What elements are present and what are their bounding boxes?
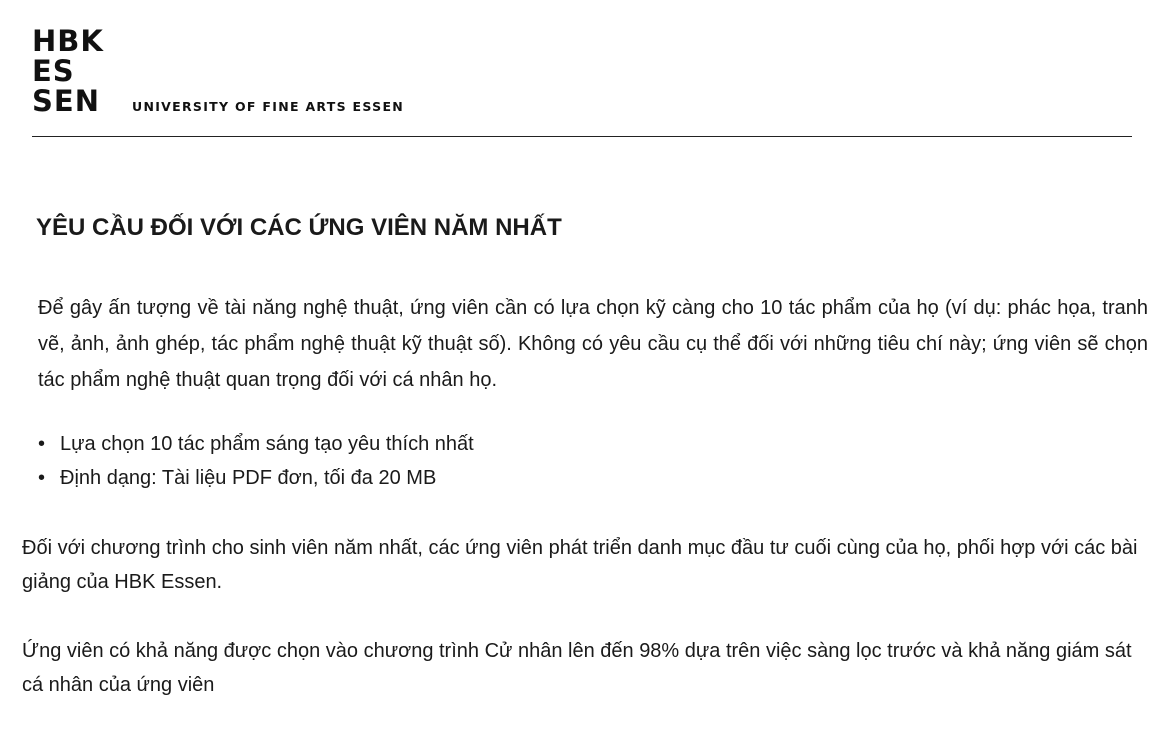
header-divider	[32, 136, 1132, 137]
logo-line-3: SEN	[32, 84, 100, 118]
bullet-icon: •	[38, 467, 46, 489]
program-paragraph: Đối với chương trình cho sinh viên năm nhất, các ứng viên phát triển danh mục đầu tư cuối cùng của họ, phối hợp với các bài giảng của HBK Essen.	[22, 537, 1138, 593]
requirements-list	[38, 427, 474, 495]
list-item-text: Định dạng: Tài liệu PDF đơn, tối đa 20 MB	[60, 467, 437, 489]
logo-line-2: ES	[32, 54, 75, 88]
intro-paragraph: Để gây ấn tượng về tài năng nghệ thuật, ứng viên cần có lựa chọn kỹ càng cho 10 tác phẩm của họ (ví dụ: phác họa, tranh vẽ, ảnh, ảnh ghép, tác phẩm nghệ thuật kỹ thuật số). Không có yêu cầu cụ thể đối với những tiêu chí này; ứng viên sẽ chọn tác phẩm nghệ thuật quan trọng đối với cá nhân họ.	[38, 297, 1148, 391]
list-item-text: Lựa chọn 10 tác phẩm sáng tạo yêu thích nhất	[60, 433, 474, 455]
logo-line-1: HBK	[32, 24, 104, 58]
page-title: YÊU CẦU ĐỐI VỚI CÁC ỨNG VIÊN NĂM NHẤT	[36, 214, 562, 241]
selection-paragraph: Ứng viên có khả năng được chọn vào chương trình Cử nhân lên đến 98% dựa trên việc sàng lọc trước và khả năng giám sát cá nhân của ứng viên	[22, 640, 1132, 696]
university-tagline: UNIVERSITY OF FINE ARTS ESSEN	[132, 99, 405, 114]
list-item	[38, 427, 474, 461]
list-item	[38, 461, 474, 495]
bullet-icon: •	[38, 433, 46, 455]
